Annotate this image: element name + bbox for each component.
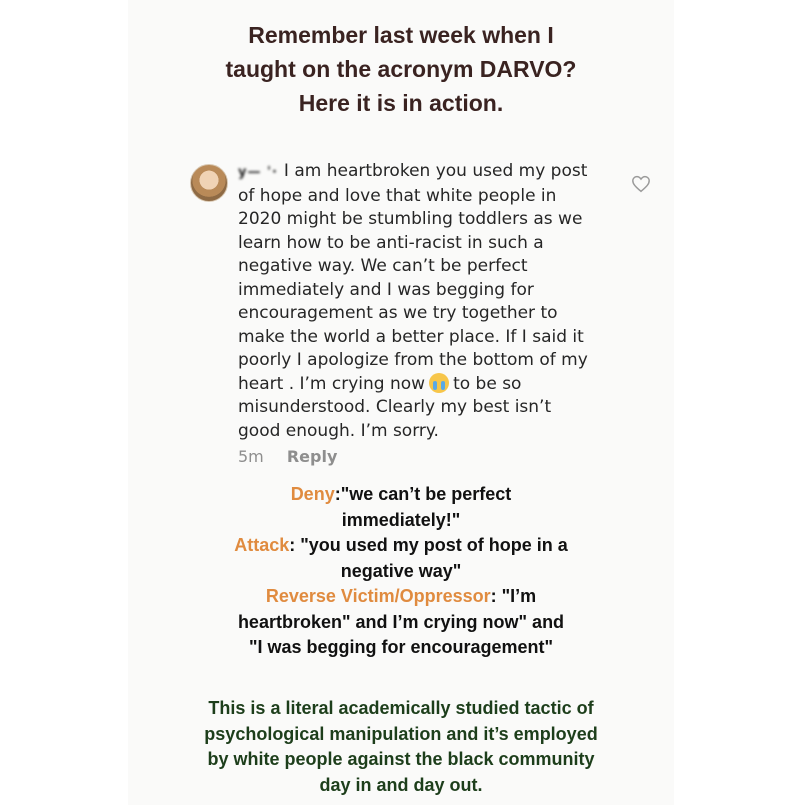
headline-line: Remember last week when I <box>248 22 554 48</box>
comment-text-line: heart . I’m crying now <box>238 373 426 394</box>
attack-term: Attack <box>234 535 290 555</box>
headline-line: Here it is in action. <box>298 90 504 116</box>
comment-text-line: encouragement as we try together to <box>238 303 558 323</box>
heart-icon[interactable] <box>631 175 651 193</box>
reverse-line-3: "I was begging for encouragement" <box>248 637 554 657</box>
attack-line-1 <box>128 533 674 559</box>
comment-line <box>238 160 638 185</box>
comment-meta <box>238 447 355 466</box>
deny-line-2: immediately!" <box>341 509 461 530</box>
reverse-line-1 <box>128 584 674 610</box>
conclusion-line: by white people against the black community <box>207 749 595 769</box>
comment-text-line: immediately and I was begging for <box>238 279 534 300</box>
comment-screenshot <box>128 148 674 483</box>
deny-quote: :"we can’t be perfect <box>334 484 512 504</box>
crying-face-icon <box>429 373 449 393</box>
deny-line-1 <box>128 482 674 508</box>
comment-time: 5m <box>238 447 264 466</box>
comment-text-line: I am heartbroken you used my post <box>283 161 588 181</box>
conclusion-line: This is a literal academically studied tactic of <box>208 698 594 718</box>
comment-text-line: poorly I apologize from the bottom of my <box>238 350 588 370</box>
reverse-quote: : "I’m <box>490 586 537 606</box>
comment-text-line: of hope and love that white people in <box>238 185 557 206</box>
comment-text-line: negative way. We can’t be perfect <box>238 256 528 276</box>
reverse-term: Reverse Victim/Oppressor <box>265 586 491 606</box>
comment-body <box>238 160 638 443</box>
darvo-analysis <box>128 482 674 661</box>
comment-username[interactable]: y— '· <box>238 165 278 180</box>
reverse-line-2: heartbroken" and I’m crying now" and <box>237 611 565 632</box>
conclusion-line: day in and day out. <box>319 774 483 795</box>
avatar[interactable] <box>190 164 228 202</box>
comment-line <box>238 373 638 397</box>
comment-text-line: good enough. I’m sorry. <box>238 420 439 441</box>
headline <box>128 18 674 120</box>
comment-text-line: 2020 might be stumbling toddlers as we <box>238 209 583 229</box>
comment-text-line: learn how to be anti-racist in such a <box>238 232 544 253</box>
conclusion <box>128 696 674 798</box>
comment-text-line: to be so <box>453 373 522 394</box>
deny-term: Deny <box>290 484 335 504</box>
comment-text-line: make the world a better place. If I said it <box>238 326 584 347</box>
story-card <box>128 0 674 805</box>
reply-button[interactable]: Reply <box>286 447 338 466</box>
comment-text-line: misunderstood. Clearly my best isn’t <box>238 397 552 417</box>
attack-line-2: negative way" <box>340 560 462 581</box>
conclusion-line: psychological manipulation and it’s employed <box>204 723 598 744</box>
headline-line: taught on the acronym DARVO? <box>225 56 577 82</box>
attack-quote: : "you used my post of hope in a <box>289 535 568 555</box>
